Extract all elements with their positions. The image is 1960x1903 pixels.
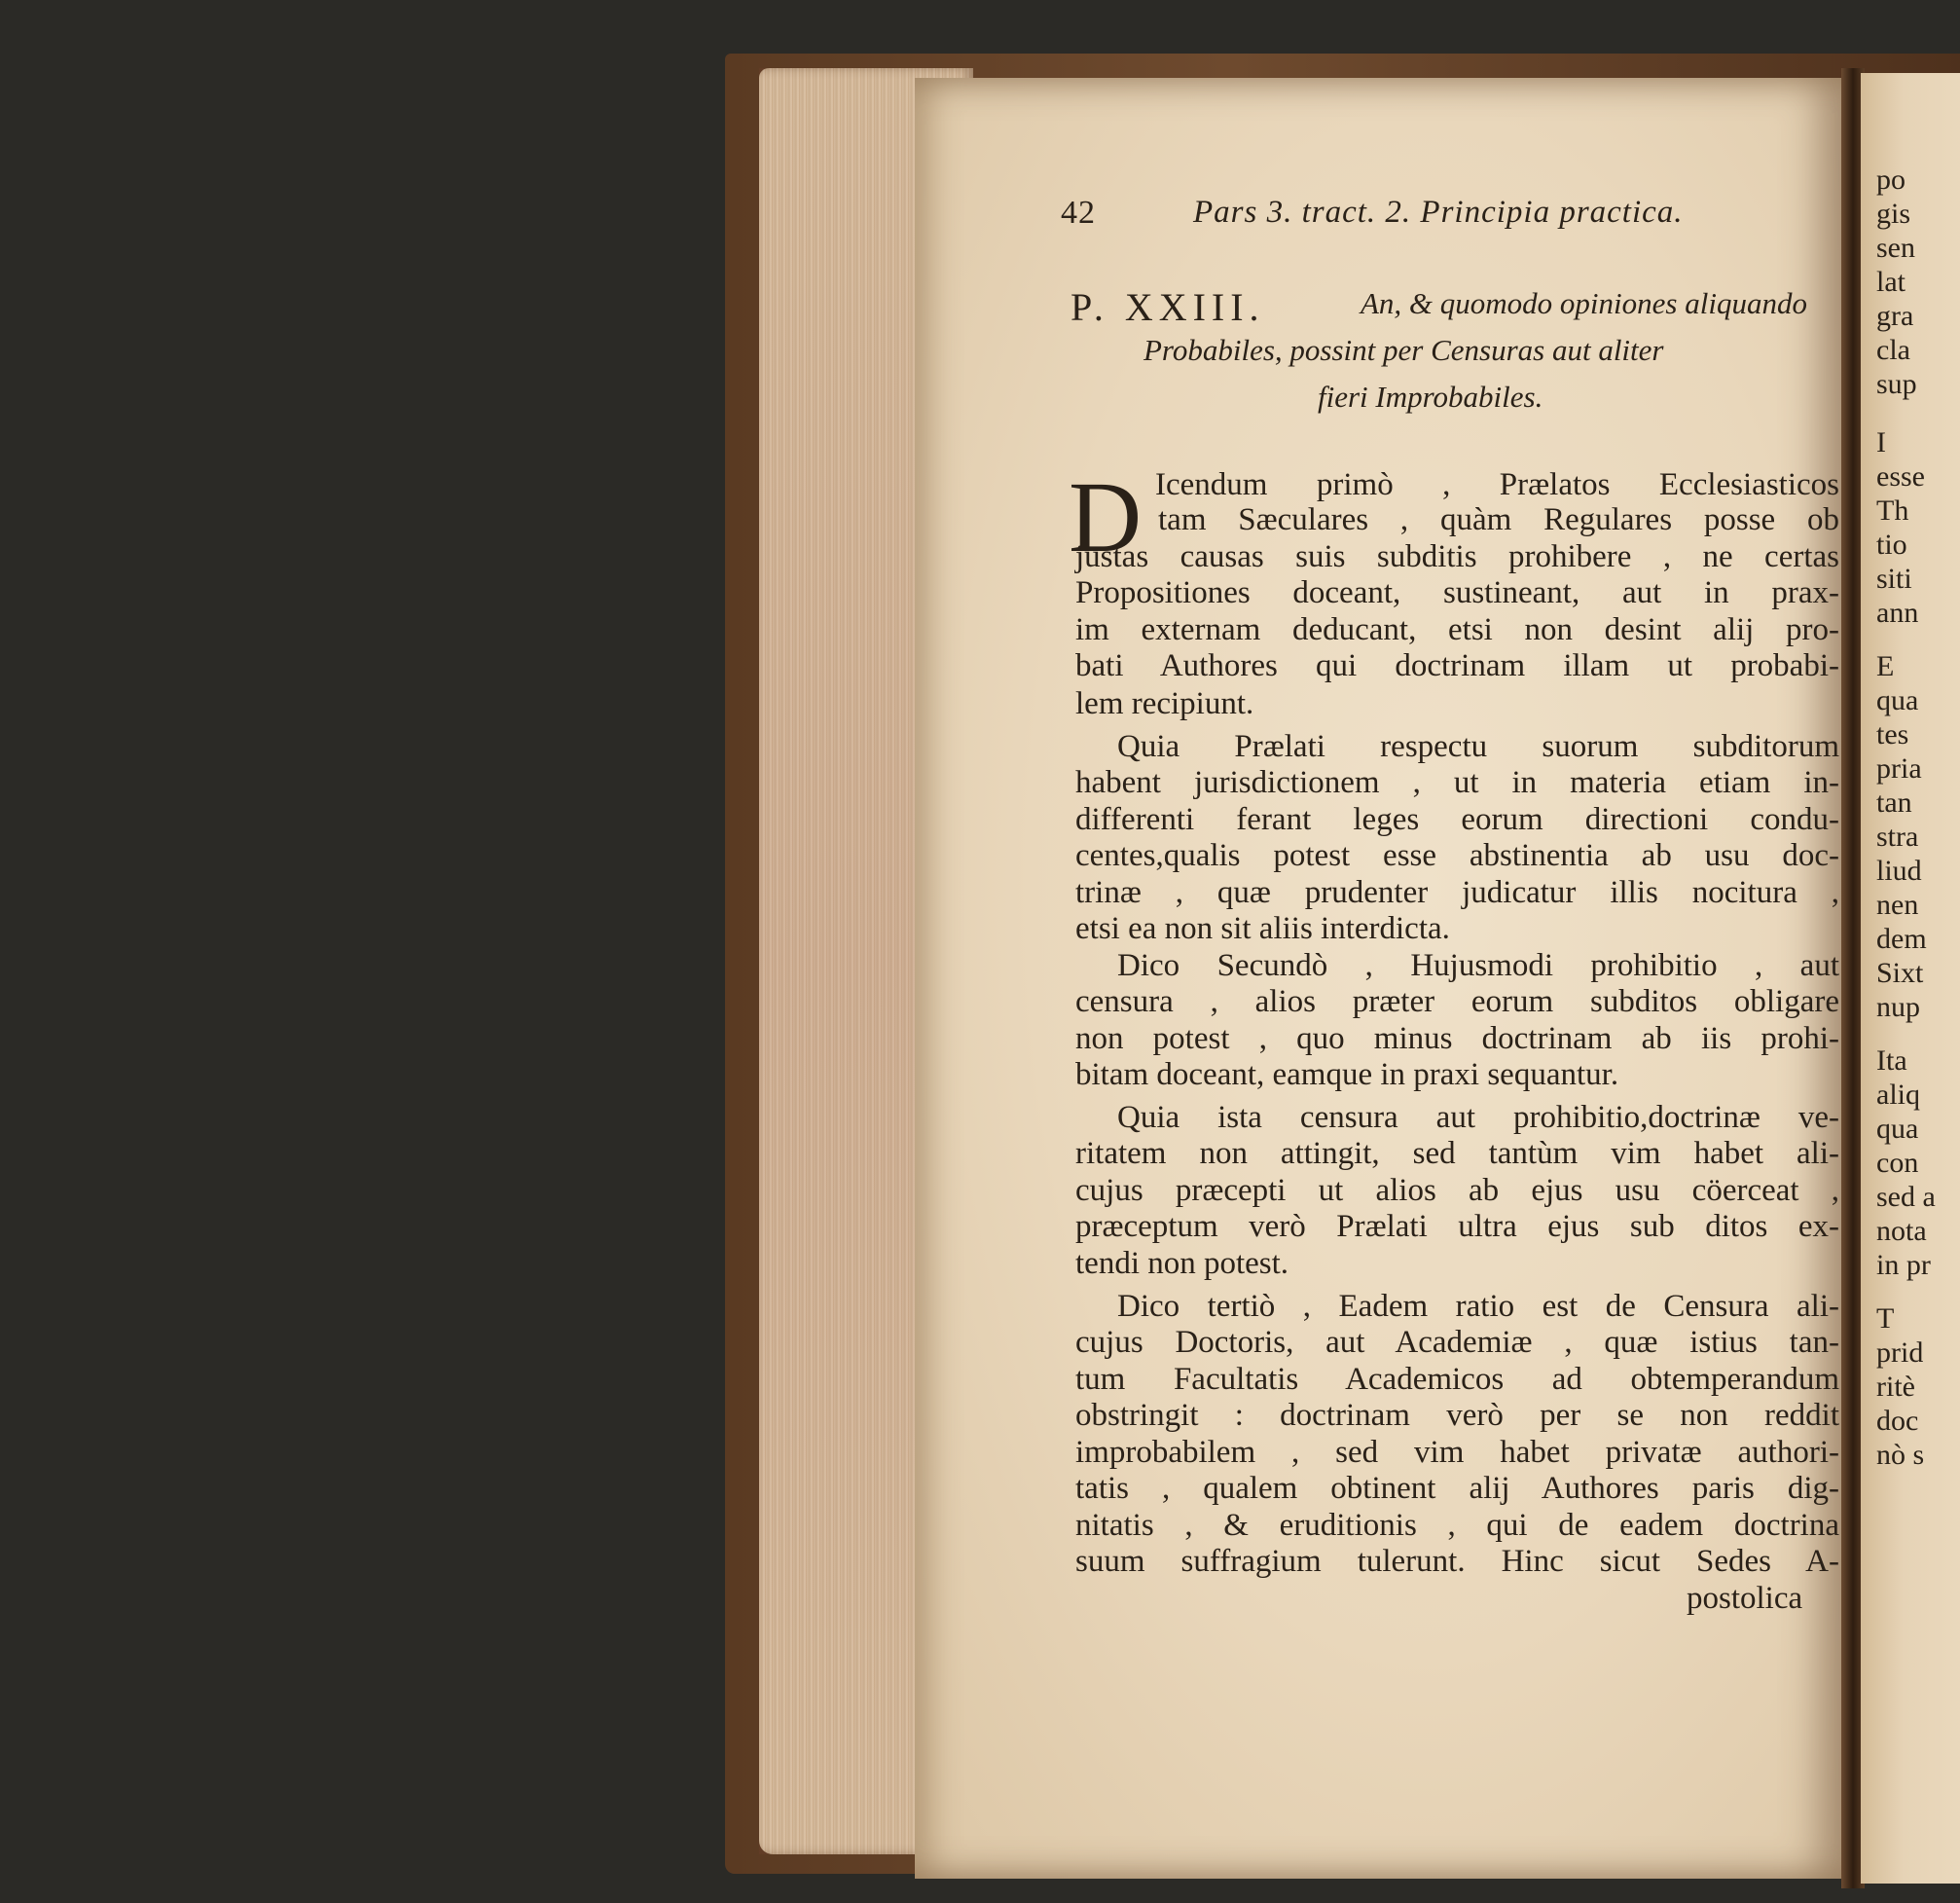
body-line: tendi non potest.	[1075, 1246, 1289, 1281]
right-page-fragment: sup	[1876, 368, 1917, 400]
right-page-fragment: sen	[1876, 232, 1915, 264]
body-line: tatis , qualem obtinent alij Authores paris dig-	[1075, 1471, 1839, 1506]
right-page-fragment: gra	[1876, 300, 1914, 332]
body-line: bitam doceant, eamque in praxi sequantur.	[1075, 1057, 1619, 1092]
right-page-fragment: T	[1876, 1302, 1895, 1335]
page-number: 42	[1061, 195, 1096, 231]
body-line: etsi ea non sit aliis interdicta.	[1075, 911, 1450, 946]
body-line: bati Authores qui doctrinam illam ut probabi-	[1075, 648, 1839, 683]
body-line: Propositiones doceant, sustineant, aut in prax-	[1075, 575, 1839, 610]
body-line: Dico tertiò , Eadem ratio est de Censura ali-	[1117, 1289, 1839, 1324]
right-page-fragment: aliq	[1876, 1079, 1920, 1111]
body-line: Quia ista censura aut prohibitio,doctrinæ ve-	[1117, 1100, 1839, 1135]
right-page-fragment: Sixt	[1876, 957, 1924, 989]
body-line: Icendum primò , Prælatos Ecclesiasticos	[1155, 467, 1839, 502]
right-page-fragment: esse	[1876, 460, 1925, 493]
body-line: differenti ferant leges eorum directioni condu-	[1075, 802, 1839, 837]
body-line: lem recipiunt.	[1075, 686, 1254, 721]
body-line: cujus Doctoris, aut Academiæ , quæ istius tan-	[1075, 1325, 1839, 1360]
right-page-fragment: po	[1876, 164, 1906, 196]
body-line: nitatis , & eruditionis , qui de eadem doctrina	[1075, 1508, 1839, 1543]
right-page-fragment: dem	[1876, 923, 1927, 955]
right-page-fragment: lat	[1876, 266, 1906, 298]
right-page-fragment: tan	[1876, 787, 1912, 819]
right-page-fragment: gis	[1876, 198, 1911, 230]
body-line: justas causas suis subditis prohibere , ne certas	[1075, 539, 1839, 574]
right-page-fragment: tes	[1876, 718, 1909, 750]
right-page-fragment: pria	[1876, 752, 1922, 785]
right-page-fragment: qua	[1876, 1113, 1919, 1145]
section-heading-line: fieri Improbabiles.	[1318, 380, 1543, 414]
body-line: habent jurisdictionem , ut in materia etiam in-	[1075, 765, 1839, 800]
right-page-fragment: qua	[1876, 684, 1919, 716]
right-page-fragment: E	[1876, 650, 1895, 682]
body-line: Quia Prælati respectu suorum subditorum	[1117, 729, 1839, 764]
body-line: trinæ , quæ prudenter judicatur illis nocitura ,	[1075, 875, 1839, 910]
right-page	[1861, 73, 1960, 1884]
right-page-fragment: in pr	[1876, 1249, 1931, 1281]
body-line: Dico Secundò , Hujusmodi prohibitio , aut	[1117, 948, 1839, 983]
right-page-fragment: Th	[1876, 494, 1909, 527]
body-line: tam Sæculares , quàm Regulares posse ob	[1158, 502, 1839, 537]
body-line: ritatem non attingit, sed tantùm vim habet ali-	[1075, 1136, 1839, 1171]
body-line: non potest , quo minus doctrinam ab iis prohi-	[1075, 1021, 1839, 1056]
right-page-fragment: cla	[1876, 334, 1910, 366]
body-line: cujus præcepti ut alios ab ejus usu cöerceat ,	[1075, 1173, 1839, 1208]
right-page-fragment: ritè	[1876, 1371, 1915, 1403]
right-page-fragment: nò s	[1876, 1439, 1925, 1471]
right-page-fragment: ann	[1876, 597, 1919, 629]
body-line: suum suffragium tulerunt. Hinc sicut Sedes A-	[1075, 1544, 1839, 1579]
right-page-fragment: nen	[1876, 889, 1919, 921]
right-page-fragment: stra	[1876, 821, 1919, 853]
right-page-fragment: prid	[1876, 1336, 1924, 1369]
body-line: improbabilem , sed vim habet privatæ authori-	[1075, 1435, 1839, 1470]
right-page-fragment: nup	[1876, 991, 1920, 1023]
drop-cap: D	[1069, 461, 1143, 573]
body-line: obstringit : doctrinam verò per se non reddit	[1075, 1398, 1839, 1433]
body-line: im externam deducant, etsi non desint alij pro-	[1075, 612, 1839, 647]
right-page-fragment: Ita	[1876, 1044, 1907, 1077]
right-page-fragment: I	[1876, 426, 1886, 458]
body-line: præceptum verò Prælati ultra ejus sub ditos ex-	[1075, 1209, 1839, 1244]
body-line: censura , alios præter eorum subditos obligare	[1075, 984, 1839, 1019]
section-heading-line: Probabiles, possint per Censuras aut aliter	[1143, 333, 1664, 367]
body-line: postolica	[1687, 1581, 1803, 1616]
section-number: P. XXIII.	[1071, 285, 1265, 329]
right-page-fragment: liud	[1876, 855, 1922, 887]
right-page-fragment: siti	[1876, 563, 1912, 595]
running-title: Pars 3. tract. 2. Principia practica.	[1193, 195, 1684, 230]
body-line: centes,qualis potest esse abstinentia ab usu doc-	[1075, 838, 1839, 873]
right-page-fragment: nota	[1876, 1215, 1927, 1247]
right-page-fragment: doc	[1876, 1405, 1919, 1437]
right-page-fragment: tio	[1876, 529, 1907, 561]
body-line: tum Facultatis Academicos ad obtemperandum	[1075, 1362, 1839, 1397]
right-page-fragment: con	[1876, 1147, 1919, 1179]
right-page-fragment: sed a	[1876, 1181, 1936, 1213]
section-heading-line: An, & quomodo opiniones aliquando	[1361, 286, 1807, 320]
